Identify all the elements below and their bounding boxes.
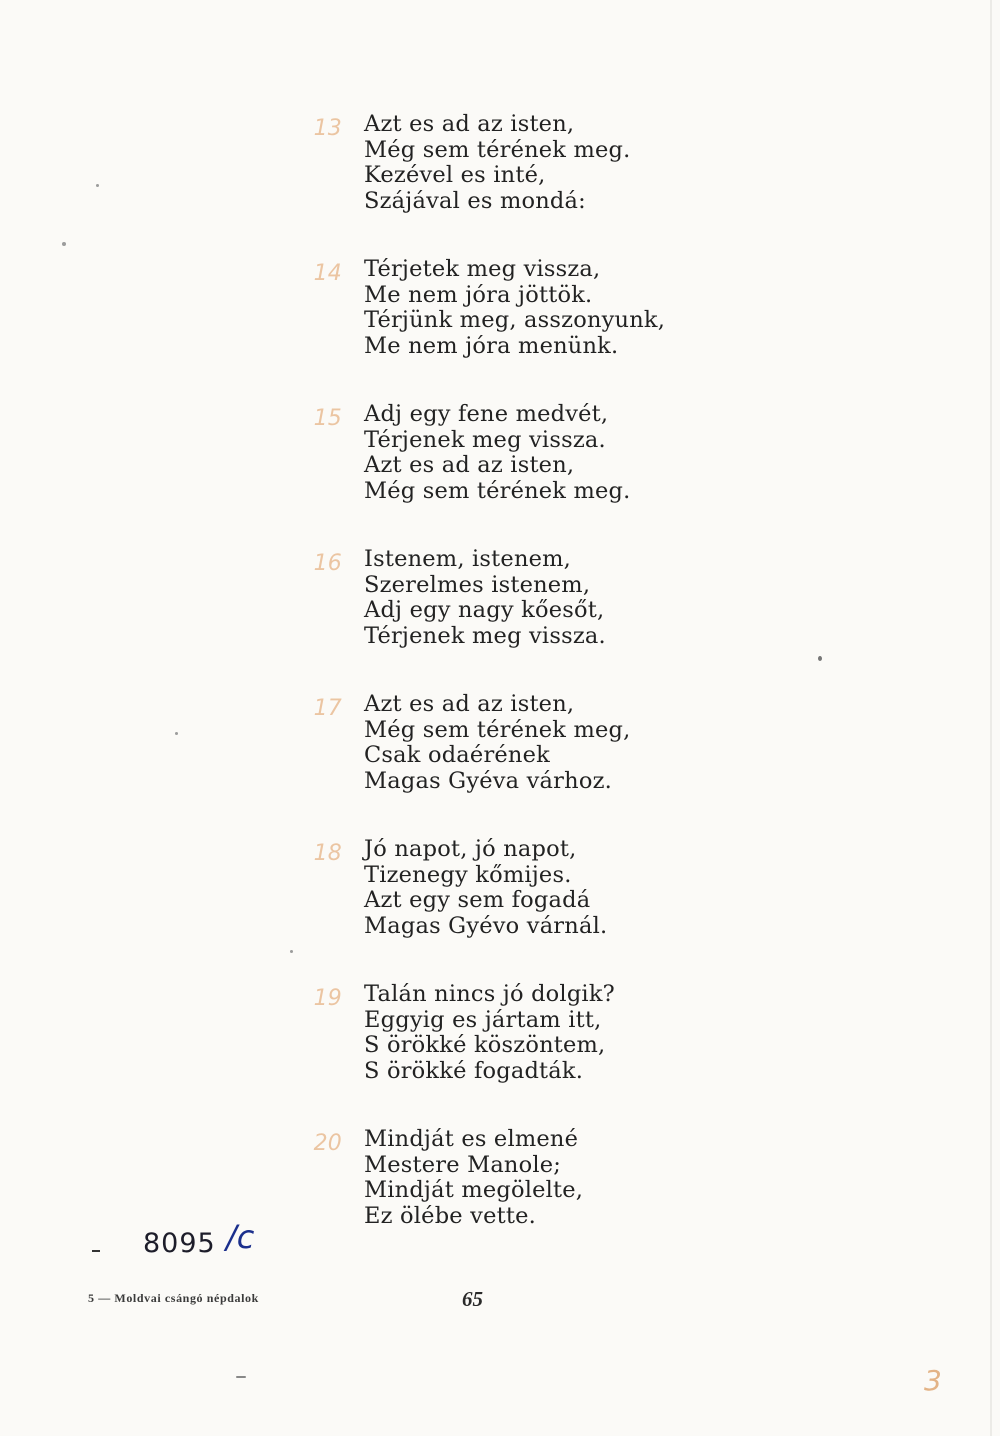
stanza-number-handwritten: 13	[313, 116, 342, 141]
stanza	[313, 401, 684, 547]
poem-line: Magas Gyéva várhoz.	[364, 767, 612, 794]
inventory-number: 8095	[143, 1228, 216, 1259]
stanza-number-handwritten: 20	[313, 1131, 342, 1156]
stanza	[313, 1126, 684, 1272]
poem-line: Azt es ad az isten,	[364, 111, 575, 137]
poem-line: Eggyig es jártam itt,	[364, 1006, 602, 1033]
stanza-number-handwritten: 15	[313, 406, 342, 431]
paper-speck	[62, 242, 66, 246]
corner-mark-handwritten: 3	[924, 1364, 942, 1397]
stanza	[313, 546, 684, 692]
inventory-dash	[92, 1250, 100, 1252]
stanza	[313, 691, 684, 837]
poem-line: Térjenek meg vissza.	[364, 426, 606, 453]
page-number: 65	[462, 1287, 483, 1311]
poem-line: Térjünk meg, asszonyunk,	[364, 307, 666, 333]
poem-line: Azt es ad az isten,	[364, 691, 575, 717]
poem-line: Térjetek meg vissza,	[364, 256, 601, 282]
stanza	[313, 836, 684, 982]
poem-line: Me nem jóra menünk.	[364, 332, 619, 359]
poem-line: Még sem térének meg,	[364, 716, 631, 743]
poem-line: Adj egy fene medvét,	[364, 401, 609, 427]
stanza-number-handwritten: 19	[313, 986, 342, 1011]
poem-text	[313, 111, 684, 1272]
poem-line: Adj egy nagy kőesőt,	[364, 597, 605, 623]
stanza	[313, 981, 684, 1127]
paper-speck	[236, 1376, 246, 1378]
poem-line: Me nem jóra jöttök.	[364, 281, 593, 308]
poem-line: Még sem térének meg.	[364, 477, 631, 504]
poem-line: Ez ölébe vette.	[364, 1202, 536, 1229]
poem-line: Magas Gyévo várnál.	[364, 912, 608, 939]
stanza-number-handwritten: 18	[313, 841, 342, 866]
stanza	[313, 111, 684, 257]
stanza-number-handwritten: 17	[313, 696, 342, 721]
poem-line: Jó napot, jó napot,	[364, 836, 577, 862]
poem-line: Szájával es mondá:	[364, 187, 586, 214]
stanza	[313, 256, 684, 402]
footer-source: 5 — Moldvai csángó népdalok	[88, 1291, 259, 1305]
stanza-number-handwritten: 16	[313, 551, 342, 576]
poem-line: Azt es ad az isten,	[364, 452, 575, 478]
paper-speck	[175, 732, 178, 735]
stanza-number-handwritten: 14	[313, 261, 342, 286]
poem-line: Kezével es inté,	[364, 162, 546, 188]
page-edge	[990, 0, 992, 1436]
poem-line: Mestere Manole;	[364, 1151, 562, 1178]
poem-line: S örökké köszöntem,	[364, 1032, 606, 1058]
poem-line: S örökké fogadták.	[364, 1057, 584, 1084]
poem-line: Mindját es elmené	[364, 1126, 579, 1152]
inventory-suffix-handwritten: /c	[226, 1218, 255, 1256]
poem-line: Tizenegy kőmijes.	[364, 861, 572, 888]
poem-line: Istenem, istenem,	[364, 546, 572, 572]
poem-line: Csak odaérének	[364, 742, 550, 768]
poem-line: Talán nincs jó dolgik?	[364, 981, 615, 1007]
poem-line: Azt egy sem fogadá	[364, 887, 591, 913]
paper-speck	[818, 656, 822, 661]
paper-speck	[290, 950, 293, 953]
paper-speck	[96, 184, 99, 187]
poem-line: Szerelmes istenem,	[364, 571, 591, 598]
poem-line: Mindját megölelte,	[364, 1177, 584, 1203]
poem-line: Térjenek meg vissza.	[364, 622, 606, 649]
poem-line: Még sem térének meg.	[364, 136, 631, 163]
